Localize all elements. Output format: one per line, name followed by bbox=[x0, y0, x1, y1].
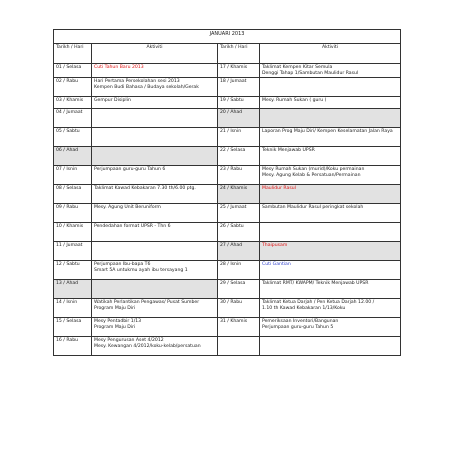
date-cell-right: 21 / Isnin bbox=[218, 128, 260, 147]
table-row bbox=[54, 261, 401, 280]
table-row bbox=[54, 109, 401, 128]
date-cell-left: 03 / Khamis bbox=[54, 97, 92, 109]
activity-cell-right bbox=[260, 280, 401, 299]
activity-cell-right bbox=[260, 204, 401, 223]
activity-line: Teknik Menjawab UPSR bbox=[262, 148, 315, 154]
date-cell-right: 17 / Khamis bbox=[218, 64, 260, 78]
activity-line: Hari Pertama Persekolahan sesi 2013 bbox=[94, 79, 180, 85]
activity-line: Taklimat RMT/ KWAPM/ Teknik Menjawab UPSR bbox=[262, 281, 369, 287]
date-cell-right: 22 / Selasa bbox=[218, 147, 260, 166]
date-cell-right: 24 / Khamis bbox=[218, 185, 260, 204]
activity-cell-right bbox=[260, 128, 401, 147]
activity-cell-right bbox=[260, 185, 401, 204]
date-cell-right: 23 / Rabu bbox=[218, 166, 260, 185]
table-row bbox=[54, 299, 401, 318]
calendar-body bbox=[54, 64, 401, 356]
date-cell-right: 31 / Khamis bbox=[218, 318, 260, 337]
activity-cell-left bbox=[92, 280, 218, 299]
activity-line: Program Maju Diri bbox=[94, 306, 136, 312]
activity-line: Perjumpaan guru-guru Tahun 5 bbox=[262, 325, 334, 331]
activity-line: Gempur Disiplin bbox=[94, 98, 131, 104]
activity-cell-right bbox=[260, 97, 401, 109]
activity-cell-right bbox=[260, 109, 401, 128]
date-cell-left: 15 / Selasa bbox=[54, 318, 92, 337]
date-cell-right: 26 / Sabtu bbox=[218, 223, 260, 242]
table-row bbox=[54, 78, 401, 97]
activity-cell-right bbox=[260, 147, 401, 166]
calendar-table bbox=[53, 29, 401, 356]
activity-line: Thaipusam bbox=[262, 243, 288, 249]
header-date-right: Tarikh / Hari bbox=[218, 44, 260, 64]
activity-cell-left bbox=[92, 147, 218, 166]
header-activity-right: Aktiviti bbox=[260, 44, 401, 64]
activity-line: Program Maju Diri bbox=[94, 325, 136, 331]
activity-line: Denggi Tahap 1/Sambutan Maulidur Rasul bbox=[262, 70, 359, 76]
activity-line: Mesy Pentadbir 1/13 bbox=[94, 319, 142, 325]
activity-cell-right bbox=[260, 242, 401, 261]
activity-cell-left bbox=[92, 109, 218, 128]
activity-cell-right bbox=[260, 78, 401, 97]
activity-cell-left bbox=[92, 299, 218, 318]
activity-cell-left bbox=[92, 318, 218, 337]
date-cell-left: 09 / Rabu bbox=[54, 204, 92, 223]
activity-cell-left bbox=[92, 223, 218, 242]
activity-cell-right bbox=[260, 318, 401, 337]
activity-line: Mesy. Rumah Sukan ( guru ) bbox=[262, 98, 327, 104]
date-cell-right: 18 / Jumaat bbox=[218, 78, 260, 97]
activity-line: Mesy Rumah Sukan (murid)/Koku permainan bbox=[262, 167, 365, 173]
activity-cell-left bbox=[92, 166, 218, 185]
activity-line: 1.10 th Kawad Kebakaran 1/13/Koku bbox=[262, 306, 346, 312]
activity-line: Cuti Tahun Baru 2013 bbox=[94, 65, 144, 70]
activity-line: Cuti Gantian bbox=[262, 262, 291, 268]
activity-cell-left bbox=[92, 78, 218, 97]
table-row bbox=[54, 242, 401, 261]
date-cell-right: 29 / Selasa bbox=[218, 280, 260, 299]
table-row bbox=[54, 280, 401, 299]
date-cell-right bbox=[218, 337, 260, 356]
activity-cell-left bbox=[92, 97, 218, 109]
date-cell-right: 25 / Jumaat bbox=[218, 204, 260, 223]
activity-line: Kempen Budi Bahasa / Budaya sekolah/Gerak bbox=[94, 85, 199, 91]
date-cell-left: 01 / Selasa bbox=[54, 64, 92, 78]
activity-line: Sambutan Maulidur Rasul peringkat sekolah bbox=[262, 205, 364, 211]
activity-cell-right bbox=[260, 299, 401, 318]
table-row bbox=[54, 147, 401, 166]
activity-line: Pendedahan format UPSR - Thn 6 bbox=[94, 224, 171, 230]
activity-cell-right bbox=[260, 166, 401, 185]
activity-line: Mesy. Kewangan 4/2012/koku-kelab/persatuan bbox=[94, 344, 201, 350]
table-row bbox=[54, 318, 401, 337]
activity-cell-left bbox=[92, 242, 218, 261]
date-cell-left: 05 / Sabtu bbox=[54, 128, 92, 147]
activity-cell-right bbox=[260, 223, 401, 242]
activity-cell-right bbox=[260, 261, 401, 280]
date-cell-left: 06 / Ahad bbox=[54, 147, 92, 166]
activity-line: Pemeriksaan Inventori/Bangunan bbox=[262, 319, 339, 325]
date-cell-left: 14 / Isnin bbox=[54, 299, 92, 318]
activity-cell-left bbox=[92, 185, 218, 204]
activity-line: Watikah Perlantikan Pengawas/ Pusat Sumber bbox=[94, 300, 200, 306]
date-cell-right: 19 / Sabtu bbox=[218, 97, 260, 109]
date-cell-left: 16 / Rabu bbox=[54, 337, 92, 356]
date-cell-left: 12 / Sabtu bbox=[54, 261, 92, 280]
activity-cell-left bbox=[92, 64, 218, 78]
table-row bbox=[54, 97, 401, 109]
activity-line: Mesy. Agung Unit Beruniform bbox=[94, 205, 161, 211]
date-cell-right: 27 / Ahad bbox=[218, 242, 260, 261]
activity-line: Smart 5A untukmu ayah ibu tersayang 1 bbox=[94, 268, 188, 274]
activity-cell-left bbox=[92, 128, 218, 147]
date-cell-left: 11 / Jumaat bbox=[54, 242, 92, 261]
table-row bbox=[54, 128, 401, 147]
activity-cell-left bbox=[92, 337, 218, 356]
date-cell-left: 10 / Khamis bbox=[54, 223, 92, 242]
table-row bbox=[54, 64, 401, 78]
activity-cell-left bbox=[92, 204, 218, 223]
table-row bbox=[54, 166, 401, 185]
date-cell-left: 07 / Isnin bbox=[54, 166, 92, 185]
date-cell-right: 28 / Isnin bbox=[218, 261, 260, 280]
activity-line: Mesy Pengurusan Aset 4/2012 bbox=[94, 338, 164, 344]
activity-line: Perjumpaan Ibu-bapa T6 bbox=[94, 262, 151, 268]
table-row bbox=[54, 185, 401, 204]
table-title: JANUARI 2013 bbox=[54, 30, 401, 44]
table-row bbox=[54, 337, 401, 356]
header-date-left: Tarikh / Hari bbox=[54, 44, 92, 64]
date-cell-left: 02 / Rabu bbox=[54, 78, 92, 97]
activity-line: Taklimat Ketua Darjah / Pen Ketua Darjah 12.00 / bbox=[262, 300, 375, 306]
activity-line: Taklimat Kempen Kitar Semula bbox=[262, 65, 333, 70]
activity-line: Maulidur Rasul bbox=[262, 186, 296, 192]
date-cell-right: 30 / Rabu bbox=[218, 299, 260, 318]
date-cell-left: 13 / Ahad bbox=[54, 280, 92, 299]
activity-cell-right bbox=[260, 64, 401, 78]
activity-line: Taklimat Kawad Kebakaran 7.30 th/6.00 ptg. bbox=[94, 186, 196, 192]
date-cell-right: 20 / Ahad bbox=[218, 109, 260, 128]
header-activity-left: Aktiviti bbox=[92, 44, 218, 64]
date-cell-left: 04 / Jumaat bbox=[54, 109, 92, 128]
activity-line: Mesy. Agung Kelab & Persatuan/Permainan bbox=[262, 173, 361, 179]
table-row bbox=[54, 204, 401, 223]
table-row bbox=[54, 223, 401, 242]
date-cell-left: 08 / Selasa bbox=[54, 185, 92, 204]
activity-cell-left bbox=[92, 261, 218, 280]
activity-cell-right bbox=[260, 337, 401, 356]
activity-line: Perjumpaan guru-guru Tahun 6 bbox=[94, 167, 166, 173]
activity-line: Laporan Prog Maju Diri/ Kempen Keselamatan Jalan Raya bbox=[262, 129, 393, 135]
